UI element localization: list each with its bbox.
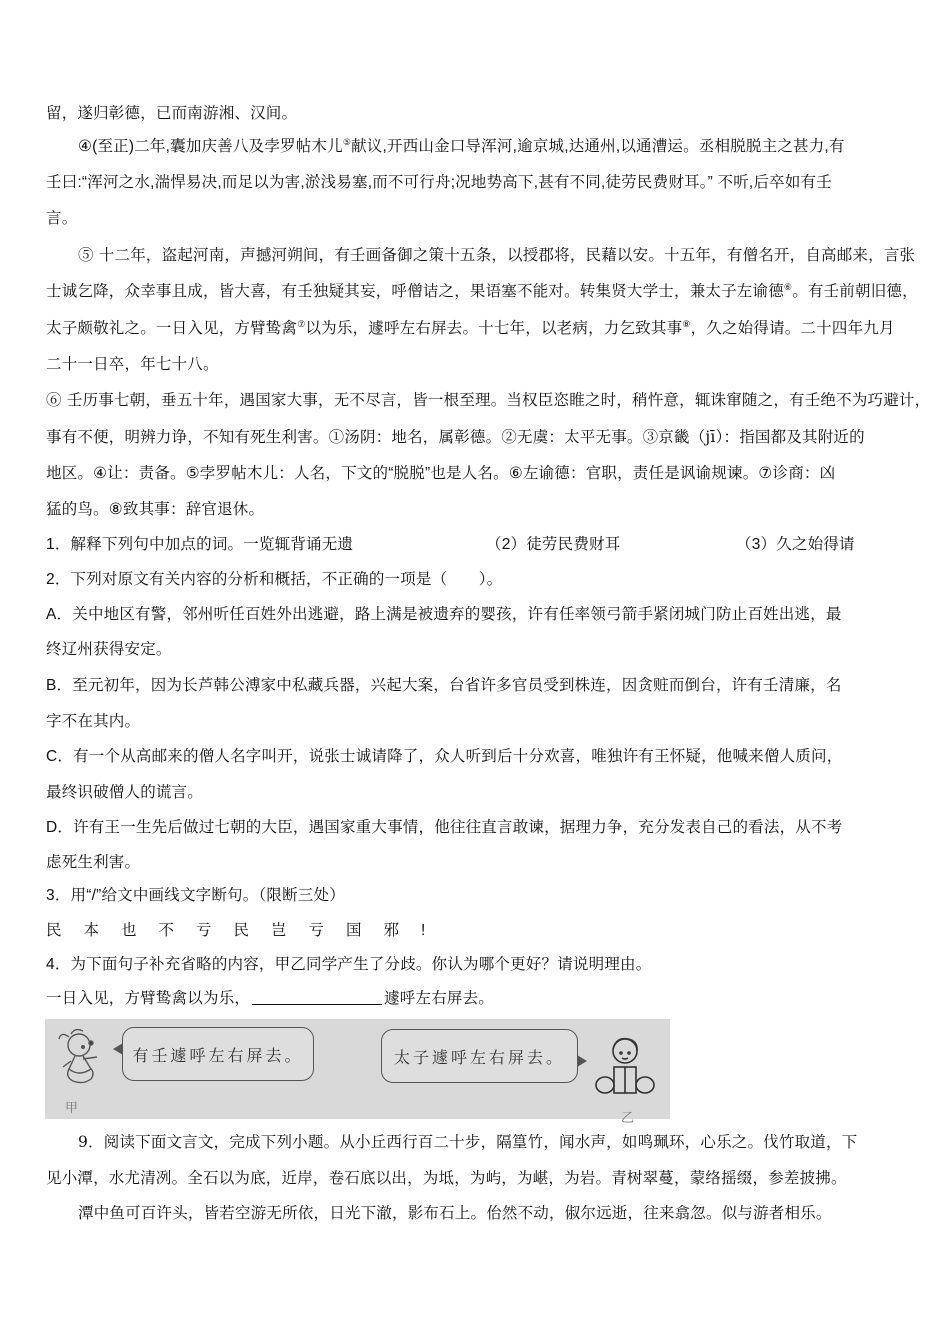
paragraph-4-line-2: 壬曰:“浑河之水,湍悍易决,而足以为害,淤浅易塞,而不可行舟;况地势高下,甚有不同,徒劳民费财耳。” 不听,后卒如有壬 xyxy=(46,174,832,191)
option-d-line-1: D．许有王一生先后做过七朝的大臣，遇国家重大事情，他往往直言敢谏，据理力争，充分发表自己的看法，从不考 xyxy=(46,819,843,836)
option-b-line-2: 字不在其内。 xyxy=(46,713,141,730)
question-4-sentence: 一日入见，方臂鸷禽以为乐， 遽呼左右屏去。 xyxy=(46,990,495,1007)
footnotes-line-end: 猛的鸟。⑧致其事：辞官退休。 xyxy=(46,501,265,518)
paragraph-5-line-3: 太子颇敬礼之。一日入见，方臂鸷禽⑦以为乐，遽呼左右屏去。十七年，以老病，力乞致其事⑧，久之始得请。二十四年九月 xyxy=(46,319,895,337)
question-2-stem: 2．下列对原文有关内容的分析和概括，不正确的一项是（ ）。 xyxy=(46,571,503,588)
speech-tail xyxy=(577,1055,587,1067)
speech-bubble-yi: 太子遽呼左右屏去。 xyxy=(381,1029,578,1083)
label-yi: 乙 xyxy=(621,1111,635,1126)
question-9-line-2: 见小潭，水尤清冽。全石以为底，近岸，卷石底以出，为坻，为屿，为嵁，为岩。青树翠蔓，蒙络摇缀，参差披拂。 xyxy=(46,1169,847,1187)
footnote-ref-8: ⑧ xyxy=(682,320,691,330)
footnote-ref-5: ⑤ xyxy=(342,137,352,147)
paragraph-4-line-1: ④(至正)二年,囊加庆善八及孛罗帖木儿⑤献议,开西山金口导浑河,逾京城,达通州,以通漕运。丞相脱脱主之甚力,有 xyxy=(78,137,845,155)
question-1-part-2: （2）徒劳民费财耳 xyxy=(486,536,621,553)
dialogue-illustration xyxy=(45,1019,670,1126)
option-a-line-2: 终辽州获得安定。 xyxy=(46,641,172,658)
speech-bubble-jia: 有壬遽呼左右屏去。 xyxy=(122,1027,314,1081)
label-jia: 甲 xyxy=(65,1101,79,1116)
paragraph-6-line-2: 事有不便，明辨力诤，不知有死生利害。①汤阴：地名，属彰德。②无虞：太平无事。③京畿（jī）：指国都及其附近的 xyxy=(46,428,865,446)
option-c-line-1: C．有一个从高邮来的僧人名字叫开，说张士诚请降了，众人听到后十分欢喜，唯独许有王怀疑，他喊来僧人质问， xyxy=(46,748,843,765)
boy-reading-character-icon xyxy=(590,1033,660,1105)
option-a-line-1: A．关中地区有警，邻州听任百姓外出逃避，路上满是被遗弃的婴孩，许有任率领弓箭手紧闭城门防止百姓出逃，最 xyxy=(46,606,842,623)
option-b-line-1: B．至元初年，因为长芦韩公溥家中私藏兵器，兴起大案，台省许多官员受到株连，因贪赃而倒台，许有壬清廉，名 xyxy=(46,677,842,694)
question-3-text: 民本也不亏民岂亏国邪! xyxy=(46,922,448,939)
paragraph-6-line-1: ⑥ 壬历事七朝，垂五十年，遇国家大事，无不尽言，皆一根至理。当权臣恣睢之时，稍忤意，辄诛窜随之，有壬绝不为巧避计， xyxy=(46,391,931,409)
question-9-line-3: 潭中鱼可百许头，皆若空游无所依，日光下澈，影布石上。佁然不动，俶尔远逝，往来翕忽。似与游者相乐。 xyxy=(78,1204,832,1222)
paragraph-5-line-1: ⑤ 十二年，盗起河南，声撼河朔间，有壬画备御之策十五条，以授郡将，民藉以安。十五年，有僧名开，自高邮来，言张 xyxy=(78,246,916,264)
question-3-stem: 3．用“/”给文中画线文字断句。（限断三处） xyxy=(46,887,345,904)
paragraph-5-line-2: 士诚乞降，众幸事且成，皆大喜，有壬独疑其妄，呼僧诘之，果语塞不能对。转集贤大学士，兼太子左谕德⑥。有壬前朝旧德， xyxy=(46,282,918,300)
girl-character-icon xyxy=(53,1025,109,1095)
option-d-line-2: 虑死生利害。 xyxy=(46,854,141,871)
question-9-line-1: 9．阅读下面文言文，完成下列小题。从小丘西行百二十步，隔篁竹，闻水声，如鸣珮环，心乐之。伐竹取道，下 xyxy=(78,1133,858,1151)
passage-line: 留，遂归彰德，已而南游湘、汉间。 xyxy=(46,104,298,122)
footnote-ref-7: ⑦ xyxy=(297,320,306,330)
answer-blank[interactable] xyxy=(252,990,382,1005)
question-1-part-1: 1．解释下列句中加点的词。一览辄背诵无遗 xyxy=(46,536,354,553)
paragraph-5-line-4: 二十一日卒，年七十八。 xyxy=(46,355,219,373)
question-4-stem: 4．为下面句子补充省略的内容，甲乙同学产生了分歧。你认为哪个更好？请说明理由。 xyxy=(46,956,652,973)
footnotes-line: 地区。④让：责备。⑤孛罗帖木儿：人名，下文的“脱脱”也是人名。⑥左谕德：官职，责任是讽谕规谏。⑦诊商：凶 xyxy=(46,465,836,482)
option-c-line-2: 最终识破僧人的谎言。 xyxy=(46,784,204,801)
footnote-ref-6: ⑥ xyxy=(783,283,793,293)
question-1-part-3: （3）久之始得请 xyxy=(736,536,855,553)
paragraph-4-line-3: 言。 xyxy=(46,210,78,227)
